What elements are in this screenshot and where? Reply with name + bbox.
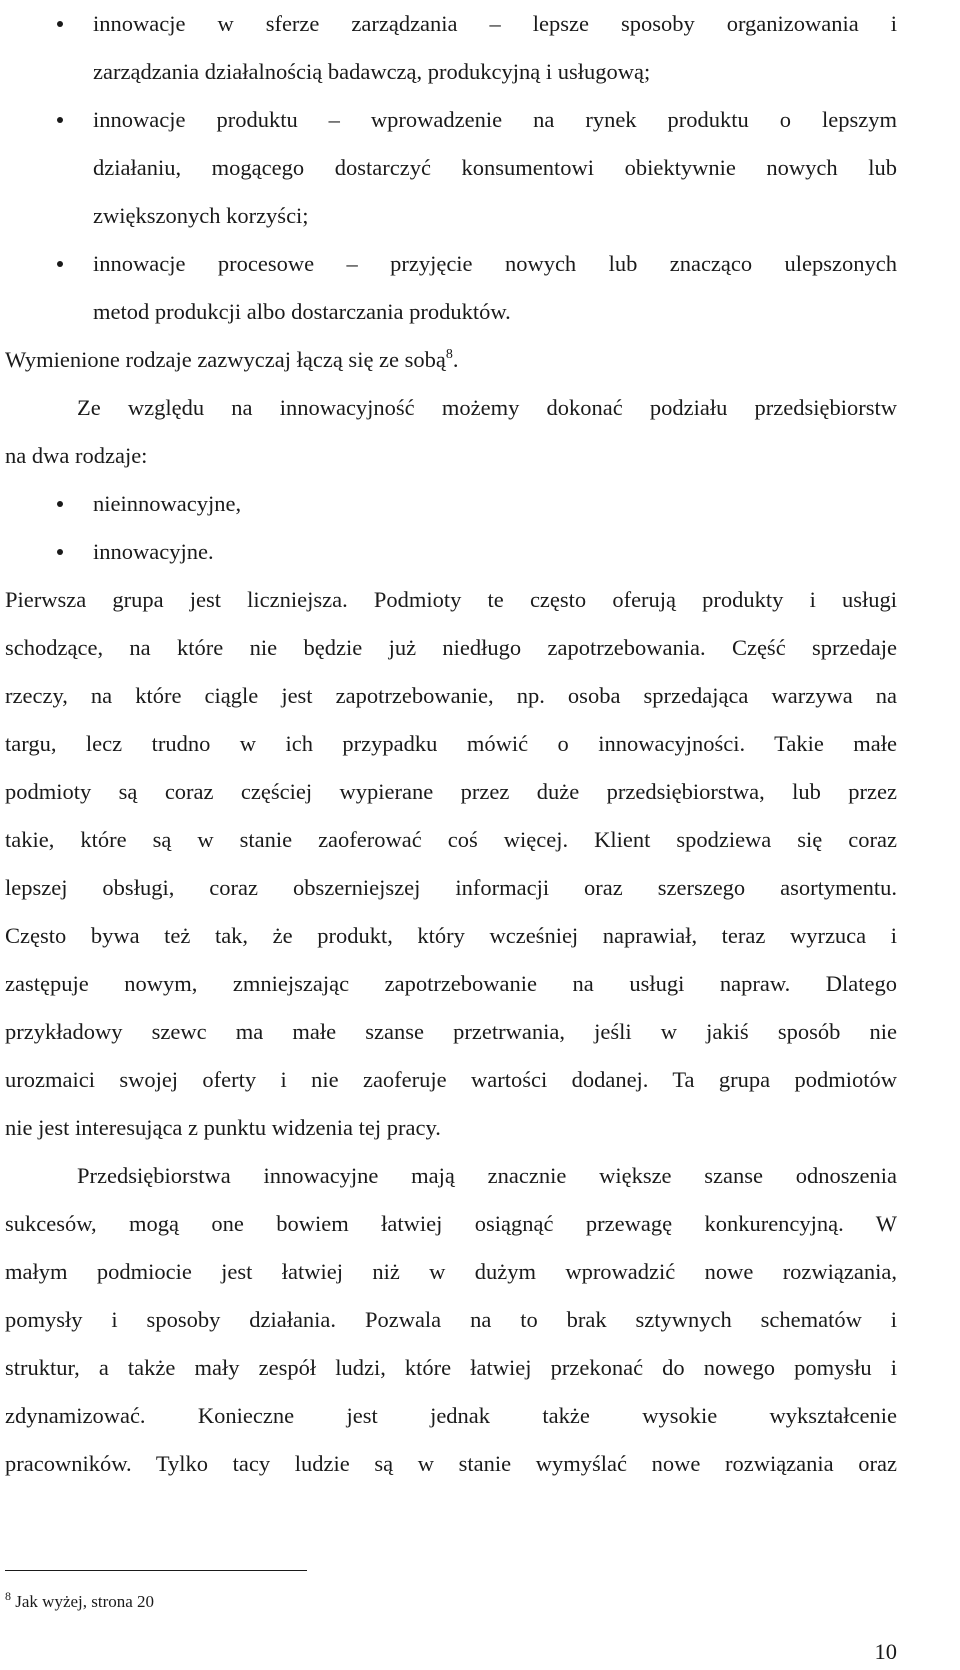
bullet-icon [57,549,63,555]
page-number: 10 [874,1639,897,1664]
innovation-types-list [5,0,897,336]
list-item-line: zarządzania działalnością badawczą, produkcyjną i usługową; [93,59,651,84]
paragraph-line: takie, które są w stanie zaoferować coś więcej. Klient spodziewa się coraz [5,827,897,852]
division-paragraph [5,384,897,480]
paragraph-line: struktur, a także mały zespół ludzi, które łatwiej przekonać do nowego pomysłu i [5,1355,897,1380]
list-item-line: innowacje produktu – wprowadzenie na rynek produktu o lepszym [5,96,897,144]
paragraph-line: na dwa rodzaje: [5,443,148,468]
document-page [5,0,897,1488]
bullet-icon [57,501,63,507]
paragraph-line: schodzące, na które nie będzie już niedługo zapotrzebowania. Część sprzedaje [5,635,897,660]
footnote-reference[interactable]: 8 [445,347,453,362]
bullet-icon [57,117,63,123]
paragraph-line: lepszej obsługi, coraz obszerniejszej informacji oraz szerszego asortymentu. [5,875,897,900]
paragraph-line: urozmaici swojej oferty i nie zaoferuje wartości dodanej. Ta grupa podmiotów [5,1067,897,1092]
footnote-number: 8 [5,1589,11,1603]
innovative-companies-paragraph [5,1152,897,1488]
paragraph-line: rzeczy, na które ciągle jest zapotrzebowanie, np. osoba sprzedająca warzywa na [5,683,897,708]
list-item: nieinnowacyjne, [5,480,897,528]
footnote-text: Jak wyżej, strona 20 [15,1592,155,1611]
paragraph-line: podmioty są coraz częściej wypierane przez duże przedsiębiorstwa, lub przez [5,779,897,804]
paragraph-line: zastępuje nowym, zmniejszając zapotrzebowanie na usługi napraw. Dlatego [5,971,897,996]
paragraph-line: małym podmiocie jest łatwiej niż w dużym wprowadzić nowe rozwiązania, [5,1259,897,1284]
list-item-line: działaniu, mogącego dostarczyć konsumentowi obiektywnie nowych lub [93,155,897,180]
paragraph-line: Pierwsza grupa jest liczniejsza. Podmioty te często oferują produkty i usługi [5,587,897,612]
paragraph-line: przykładowy szewc ma małe szanse przetrwania, jeśli w jakiś sposób nie [5,1019,897,1044]
paragraph-line: targu, lecz trudno w ich przypadku mówić o innowacyjności. Takie małe [5,731,897,756]
paragraph-line: sukcesów, mogą one bowiem łatwiej osiągnąć przewagę konkurencyjną. W [5,1211,897,1236]
list-item-line: innowacje procesowe – przyjęcie nowych lub znacząco ulepszonych [5,240,897,288]
bullet-icon [57,261,63,267]
list-item-line: innowacje w sferze zarządzania – lepsze sposoby organizowania i [5,0,897,48]
paragraph-line: Ze względu na innowacyjność możemy dokonać podziału przedsiębiorstw [77,395,897,420]
first-group-paragraph [5,576,897,1152]
paragraph-line: Często bywa też tak, że produkt, który wcześniej naprawiał, teraz wyrzuca i [5,923,897,948]
paragraph-line: pracowników. Tylko tacy ludzie są w stanie wymyślać nowe rozwiązania oraz [5,1451,897,1476]
list-item: innowacyjne. [5,528,897,576]
company-types-list [5,480,897,576]
bullet-icon [57,21,63,27]
footnote [5,1590,154,1614]
summary-line: Wymienione rodzaje zazwyczaj łączą się ze sobą$^8$. [5,347,459,372]
paragraph-line: pomysły i sposoby działania. Pozwala na to brak sztywnych schematów i [5,1307,897,1332]
list-item-line: metod produkcji albo dostarczania produktów. [93,299,511,324]
paragraph-line: nie jest interesująca z punktu widzenia tej pracy. [5,1115,441,1140]
paragraph-line: Przedsiębiorstwa innowacyjne mają znacznie większe szanse odnoszenia [77,1163,897,1188]
footnote-separator [5,1570,307,1571]
list-item-line: zwiększonych korzyści; [93,203,309,228]
paragraph-line: zdynamizować. Konieczne jest jednak także wysokie wykształcenie [5,1403,897,1428]
